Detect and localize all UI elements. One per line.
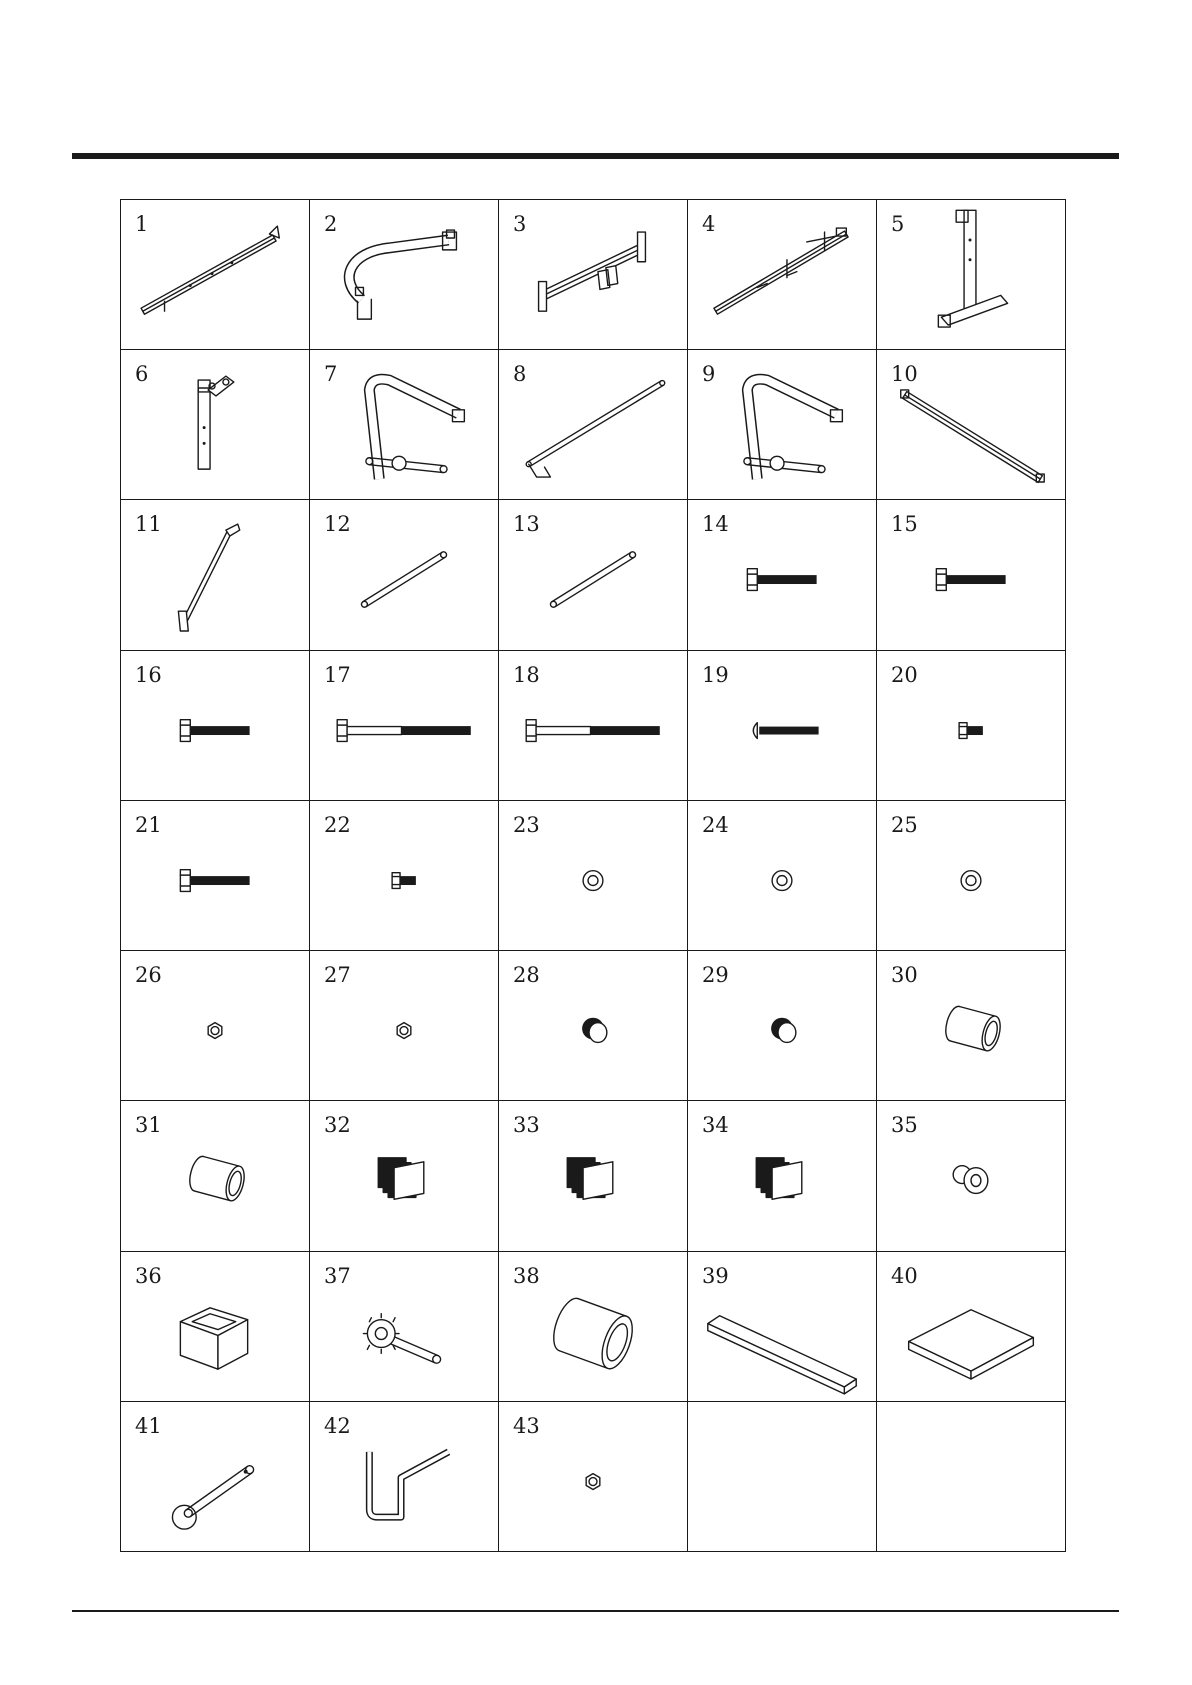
part-cell-15 bbox=[877, 500, 1066, 650]
part-number: 1 bbox=[135, 212, 149, 236]
part-cell-28 bbox=[499, 951, 688, 1101]
part-number: 15 bbox=[891, 512, 918, 537]
part-number: 22 bbox=[324, 812, 351, 837]
part-number: 43 bbox=[513, 1413, 540, 1438]
part-number: 25 bbox=[891, 812, 918, 837]
part-number: 40 bbox=[891, 1263, 918, 1288]
part-number: 19 bbox=[702, 662, 729, 687]
part-cell-33 bbox=[499, 1101, 688, 1251]
part-number: 5 bbox=[891, 212, 905, 236]
part-number: 13 bbox=[513, 512, 540, 537]
header-rule bbox=[72, 153, 1119, 159]
part-cell-20 bbox=[877, 651, 1066, 801]
part-cell-7 bbox=[310, 350, 499, 500]
part-number: 31 bbox=[135, 1113, 162, 1138]
part-cell-27 bbox=[310, 951, 499, 1101]
part-cell-19 bbox=[688, 651, 877, 801]
part-cell-39 bbox=[688, 1252, 877, 1402]
part-number: 9 bbox=[702, 362, 716, 387]
part-cell-11 bbox=[121, 500, 310, 650]
part-cell-30 bbox=[877, 951, 1066, 1101]
part-number: 37 bbox=[324, 1263, 351, 1288]
part-number: 2 bbox=[324, 212, 338, 236]
part-cell-12 bbox=[310, 500, 499, 650]
empty-cell bbox=[877, 1402, 1066, 1552]
part-number: 3 bbox=[513, 212, 527, 236]
part-cell-35 bbox=[877, 1101, 1066, 1251]
part-cell-25 bbox=[877, 801, 1066, 951]
part-cell-36 bbox=[121, 1252, 310, 1402]
part-number: 28 bbox=[513, 963, 540, 988]
part-number: 39 bbox=[702, 1263, 729, 1288]
part-number: 29 bbox=[702, 963, 729, 988]
part-number: 36 bbox=[135, 1263, 162, 1288]
part-number: 10 bbox=[891, 362, 918, 387]
part-cell-16 bbox=[121, 651, 310, 801]
part-number: 23 bbox=[513, 812, 540, 837]
part-number: 16 bbox=[135, 662, 162, 687]
part-cell-13 bbox=[499, 500, 688, 650]
part-cell-3 bbox=[499, 200, 688, 350]
part-cell-6 bbox=[121, 350, 310, 500]
part-number: 33 bbox=[513, 1113, 540, 1138]
part-number: 11 bbox=[135, 512, 162, 537]
part-cell-37 bbox=[310, 1252, 499, 1402]
part-cell-32 bbox=[310, 1101, 499, 1251]
part-number: 20 bbox=[891, 662, 918, 687]
part-cell-38 bbox=[499, 1252, 688, 1402]
part-cell-8 bbox=[499, 350, 688, 500]
part-cell-9 bbox=[688, 350, 877, 500]
part-cell-22 bbox=[310, 801, 499, 951]
part-number: 4 bbox=[702, 212, 716, 236]
part-number: 7 bbox=[324, 362, 338, 387]
part-cell-14 bbox=[688, 500, 877, 650]
part-cell-2 bbox=[310, 200, 499, 350]
empty-cell bbox=[688, 1402, 877, 1552]
part-number: 42 bbox=[324, 1413, 351, 1438]
part-number: 21 bbox=[135, 812, 162, 837]
part-cell-34 bbox=[688, 1101, 877, 1251]
part-number: 32 bbox=[324, 1113, 351, 1138]
part-cell-5 bbox=[877, 200, 1066, 350]
part-number: 34 bbox=[702, 1113, 729, 1138]
part-cell-24 bbox=[688, 801, 877, 951]
part-cell-21 bbox=[121, 801, 310, 951]
part-number: 8 bbox=[513, 362, 527, 387]
part-number: 26 bbox=[135, 963, 162, 988]
part-cell-42 bbox=[310, 1402, 499, 1552]
part-cell-1 bbox=[121, 200, 310, 350]
part-cell-4 bbox=[688, 200, 877, 350]
part-number: 6 bbox=[135, 362, 149, 387]
part-cell-40 bbox=[877, 1252, 1066, 1402]
part-number: 35 bbox=[891, 1113, 918, 1138]
part-cell-31 bbox=[121, 1101, 310, 1251]
part-cell-29 bbox=[688, 951, 877, 1101]
part-cell-23 bbox=[499, 801, 688, 951]
part-number: 17 bbox=[324, 662, 351, 687]
parts-grid bbox=[120, 199, 1066, 1552]
part-cell-26 bbox=[121, 951, 310, 1101]
part-cell-43 bbox=[499, 1402, 688, 1552]
part-cell-41 bbox=[121, 1402, 310, 1552]
part-cell-18 bbox=[499, 651, 688, 801]
part-cell-10 bbox=[877, 350, 1066, 500]
part-number: 24 bbox=[702, 812, 729, 837]
part-number: 38 bbox=[513, 1263, 540, 1288]
footer-rule bbox=[72, 1610, 1119, 1612]
part-number: 30 bbox=[891, 963, 918, 988]
part-number: 27 bbox=[324, 963, 351, 988]
part-number: 18 bbox=[513, 662, 540, 687]
part-number: 12 bbox=[324, 512, 351, 537]
part-cell-17 bbox=[310, 651, 499, 801]
part-number: 41 bbox=[135, 1413, 162, 1438]
part-number: 14 bbox=[702, 512, 729, 537]
